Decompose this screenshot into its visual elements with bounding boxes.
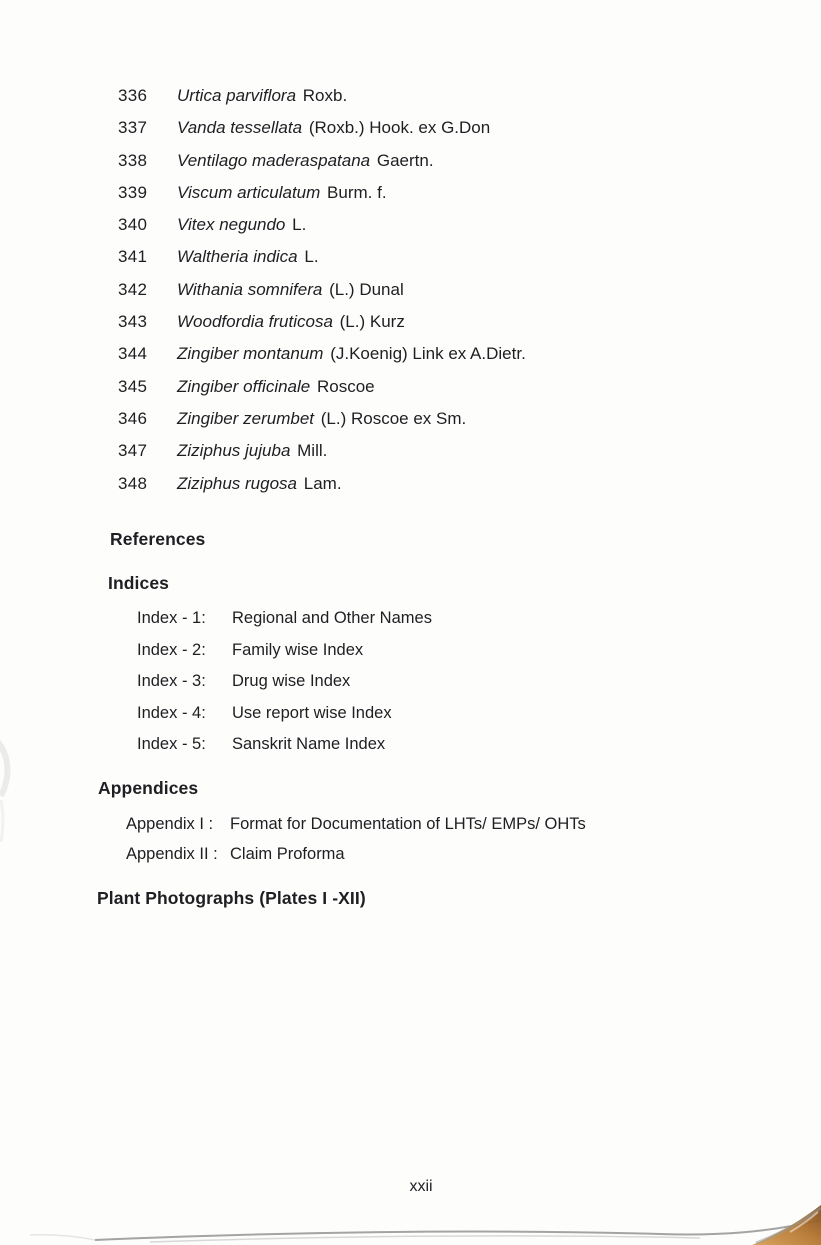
toc-entry (118, 280, 526, 312)
entry-authority: Gaertn. (376, 150, 434, 170)
entry-authority: (Roxb.) Hook. ex G.Don (308, 118, 491, 138)
index-title: Use report wise Index (232, 703, 392, 722)
bottom-page-edge-line (95, 1220, 821, 1240)
index-label: Index - 4: (137, 703, 206, 722)
index-label: Index - 1: (137, 609, 206, 627)
appendix-label: Appendix II : (126, 845, 218, 863)
entry-authority: Roxb. (302, 86, 348, 105)
index-item (137, 703, 432, 735)
index-item (137, 608, 432, 640)
entry-authority: Lam. (303, 473, 342, 493)
entry-authority: (L.) Dunal (329, 279, 404, 299)
entry-authority: L. (304, 247, 319, 267)
entry-name (177, 312, 405, 344)
entry-species: Urtica parviflora (177, 86, 297, 105)
entry-number: 336 (118, 86, 148, 105)
entry-number: 346 (118, 408, 148, 428)
index-item (137, 734, 432, 766)
entry-authority: Burm. f. (327, 182, 387, 202)
toc-entry (118, 247, 526, 279)
entry-number: 337 (118, 118, 148, 138)
toc-entry (118, 409, 526, 441)
entry-authority: Roscoe (316, 376, 375, 396)
toc-entry (118, 377, 526, 409)
entry-species: Ventilago maderaspatana (177, 150, 371, 170)
plant-photographs-heading: Plant Photographs (Plates I -XII) (97, 888, 366, 908)
toc-entry (118, 86, 526, 118)
index-label: Index - 3: (137, 672, 206, 690)
toc-entry (118, 441, 526, 473)
entry-species: Ziziphus jujuba (177, 441, 291, 461)
index-item (137, 640, 432, 672)
indices-heading: Indices (108, 573, 170, 593)
page-number: xxii (409, 1178, 433, 1195)
entry-species: Ziziphus rugosa (177, 473, 298, 493)
entry-species: Woodfordia fruticosa (177, 312, 333, 332)
entry-authority: L. (292, 215, 307, 235)
entry-name (177, 118, 490, 150)
entry-number: 342 (118, 279, 148, 299)
entry-species: Zingiber zerumbet (177, 408, 315, 428)
toc-entry (118, 151, 526, 183)
index-title: Family wise Index (232, 640, 364, 659)
index-title: Regional and Other Names (232, 609, 432, 627)
entry-name (177, 377, 375, 409)
entry-name (177, 344, 526, 376)
entry-authority: (L.) Kurz (339, 312, 405, 332)
entry-name (177, 247, 319, 279)
toc-entry (118, 118, 526, 150)
appendices-heading: Appendices (98, 778, 199, 798)
toc-entry (118, 215, 526, 247)
indices-list (137, 608, 432, 766)
entry-name (177, 215, 306, 247)
entry-species: Vitex negundo (177, 215, 286, 235)
entry-authority: (J.Koenig) Link ex A.Dietr. (330, 344, 526, 364)
appendix-title: Format for Documentation of LHTs/ EMPs/ OHTs (230, 815, 586, 833)
entry-name (177, 474, 342, 506)
entry-number: 340 (118, 215, 148, 235)
index-label: Index - 2: (137, 640, 206, 659)
index-item (137, 671, 432, 703)
entry-name (177, 86, 347, 118)
entry-name (177, 441, 327, 473)
appendices-list (126, 814, 586, 874)
entry-number: 345 (118, 376, 148, 396)
appendix-item (126, 844, 586, 874)
entry-species: Zingiber montanum (177, 344, 324, 364)
entry-species: Viscum articulatum (177, 182, 321, 202)
appendix-label: Appendix I : (126, 815, 214, 833)
entry-name (177, 280, 404, 312)
entry-number: 347 (118, 441, 148, 461)
toc-entry (118, 183, 526, 215)
references-heading: References (110, 529, 206, 549)
entry-species: Withania somnifera (177, 279, 323, 299)
entry-number: 338 (118, 150, 148, 170)
entry-number: 348 (118, 473, 148, 493)
entry-species: Zingiber officinale (177, 376, 311, 396)
toc-entry (118, 344, 526, 376)
entry-authority: Mill. (297, 441, 328, 461)
index-title: Sanskrit Name Index (232, 735, 386, 753)
entry-species: Waltheria indica (177, 247, 298, 267)
entry-number: 344 (118, 344, 148, 364)
entry-name (177, 151, 434, 183)
plant-entries-list (118, 86, 526, 506)
toc-entry (118, 474, 526, 506)
entry-name (177, 183, 387, 215)
appendix-item (126, 814, 586, 844)
index-label: Index - 5: (137, 735, 206, 753)
appendix-title: Claim Proforma (230, 845, 345, 863)
entry-authority: (L.) Roscoe ex Sm. (320, 408, 467, 428)
entry-species: Vanda tessellata (177, 118, 303, 138)
entry-number: 343 (118, 312, 148, 332)
index-title: Drug wise Index (232, 672, 351, 690)
entry-number: 339 (118, 182, 148, 202)
toc-entry (118, 312, 526, 344)
left-edge-smudge (0, 742, 7, 796)
entry-name (177, 409, 466, 441)
corner-wedge (752, 1205, 821, 1245)
entry-number: 341 (118, 247, 148, 267)
